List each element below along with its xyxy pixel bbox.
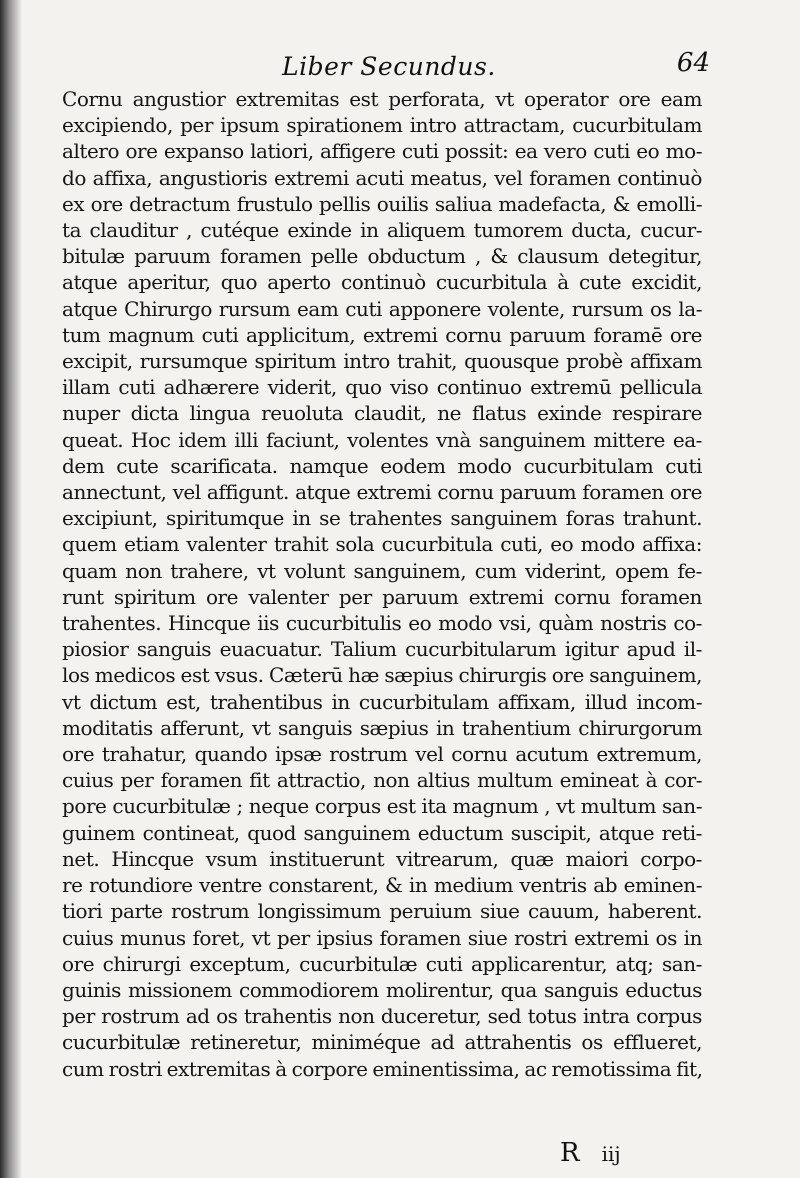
text-line: tiori parte rostrum longissimum peruium siue cauum, haberent. [62,899,702,924]
text-line: re rotundiore ventre constarent, & in medium ventris ab eminen- [62,873,702,898]
text-line: illam cuti adhærere viderit, quo viso continuo extremū pellicula [62,375,702,400]
page-number: 64 [676,48,710,78]
text-line: net. Hincque vsum instituerunt vitrearum, quæ maiori corpo- [62,846,702,871]
text-line: annectunt, vel affigunt. atque extremi cornu paruum foramen ore [62,480,702,505]
text-line: tum magnum cuti applicitum, extremi cornu paruum foramē ore [62,322,702,347]
page-header [60,48,710,88]
text-line: Cornu angustior extremitas est perforata, vt operator ore eam [62,87,702,111]
text-line: altero ore expanso latiori, affigere cuti possit: ea vero cuti eo mo- [62,139,702,164]
text-line: excipiunt, spiritumque in se trahentes sanguinem foras trahunt. [62,506,702,531]
signature-letter: R [560,1138,580,1168]
text-line: do affixa, angustioris extremi acuti meatus, vel foramen continuò [62,165,702,190]
text-line: atque Chirurgo rursum eam cuti apponere volente, rursum os la- [62,296,702,321]
body-text [62,86,702,1082]
text-line: quem etiam valenter trahit sola cucurbitula cuti, eo modo affixa: [62,532,702,557]
running-title: Liber Secundus. [282,52,496,81]
text-line: ore chirurgi exceptum, cucurbitulæ cuti applicarentur, atq; san- [62,951,702,976]
text-line: cum rostri extremitas à corpore eminentissima, ac remotissima fit, [62,1056,703,1081]
text-line: vt dictum est, trahentibus in cucurbitulam affixam, illud incom- [62,689,702,714]
text-line: excipiendo, per ipsum spirationem intro attractam, cucurbitulam [62,113,702,138]
text-line: cuius munus foret, vt per ipsius foramen siue rostri extremi os in [62,925,702,950]
text-line: guinem contineat, quod sanguinem eductum suscipit, atque reti- [62,820,702,845]
text-line: moditatis afferunt, vt sanguis sæpius in trahentium chirurgorum [62,715,702,740]
page-gutter-shadow [0,0,22,1178]
text-line: cuius per foramen fit attractio, non altius multum emineat à cor- [62,768,702,793]
text-line: los medicos est vsus. Cæterū hæ sæpius chirurgis ore sanguinem, [62,663,702,688]
signature-number: iij [601,1142,621,1166]
text-line: pore cucurbitulæ ; neque corpus est ita magnum , vt multum san- [62,794,702,819]
text-line: quam non trahere, vt volunt sanguinem, cum viderint, opem fe- [62,558,702,583]
text-line: bitulæ paruum foramen pelle obductum , & clausum detegitur, [62,244,702,269]
text-line: ex ore detractum frustulo pellis ouilis saliua madefacta, & emolli- [62,191,702,216]
text-line: piosior sanguis euacuatur. Talium cucurbitularum igitur apud il- [62,637,702,662]
text-line: nuper dicta lingua reuoluta claudit, ne flatus exinde respirare [62,401,702,426]
text-line: trahentes. Hincque iis cucurbitulis eo modo vsi, quàm nostris co- [62,611,702,636]
text-line: per rostrum ad os trahentis non duceretur, sed totus intra corpus [62,1004,702,1029]
text-line: atque aperitur, quo aperto continuò cucurbitula à cute excidit, [62,270,702,295]
text-line: queat. Hoc idem illi faciunt, volentes vnà sanguinem mittere ea- [62,427,702,452]
text-line: excipit, rursumque spiritum intro trahit, quousque probè affixam [62,349,702,374]
text-line: dem cute scarificata. namque eodem modo cucurbitulam cuti [62,453,702,478]
text-line: ore trahatur, quando ipsæ rostrum vel cornu acutum extremum, [62,742,702,767]
text-line: guinis missionem commodiorem molirentur, qua sanguis eductus [62,977,702,1002]
text-line: ta clauditur , cutéque exinde in aliquem tumorem ducta, cucur- [62,218,702,243]
text-line: cucurbitulæ retineretur, miniméque ad attrahentis os efflueret, [62,1030,702,1055]
signature-mark [560,1138,621,1168]
text-line: runt spiritum ore valenter per paruum extremi cornu foramen [62,584,702,609]
